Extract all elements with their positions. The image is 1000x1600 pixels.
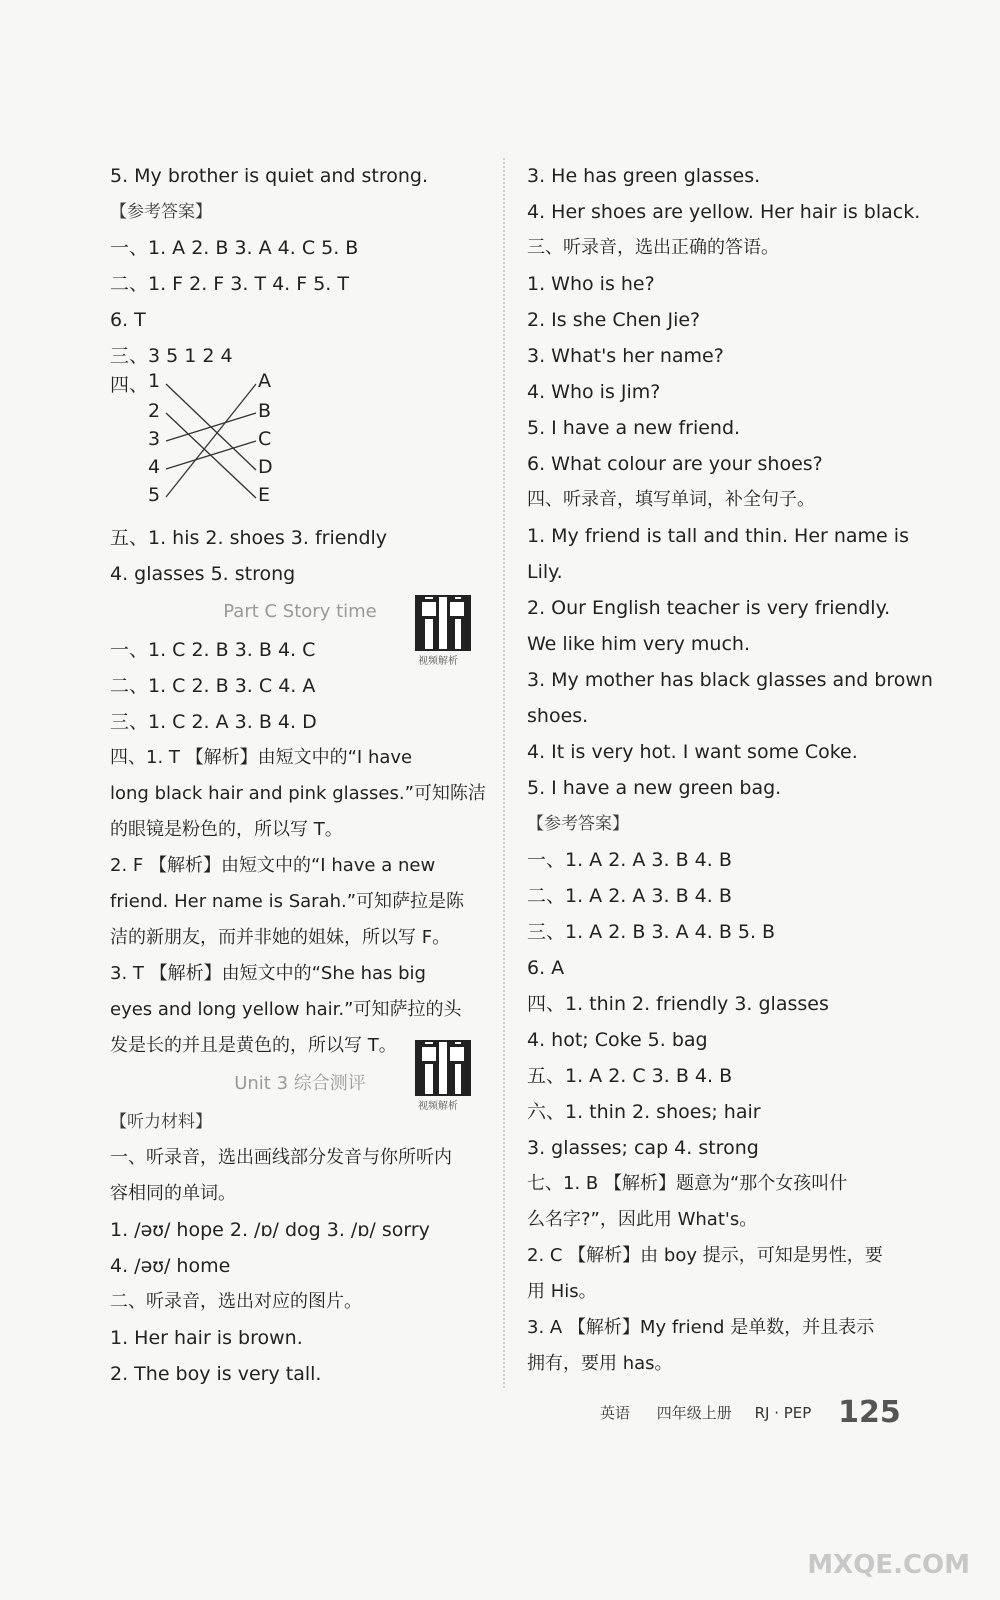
- text-line: 五、1. his 2. shoes 3. friendly: [110, 527, 388, 549]
- text-line: 三、1. A 2. B 3. A 4. B 5. B: [527, 921, 776, 943]
- text-line: 4. It is very hot. I want some Coke.: [527, 741, 858, 763]
- text-line: 2. C 【解析】由 boy 提示，可知是男性，要: [527, 1245, 883, 1266]
- text-line: 4. /əʊ/ home: [110, 1255, 231, 1277]
- match-left-label: 4: [148, 456, 161, 478]
- text-line: 一、1. A 2. B 3. A 4. C 5. B: [110, 237, 359, 259]
- match-left-label: 1: [148, 370, 161, 392]
- match-line-5-A: [166, 384, 256, 497]
- text-line: 2. Is she Chen Jie?: [527, 309, 701, 331]
- match-right-label: D: [258, 456, 273, 478]
- text-line: 一、听录音，选出画线部分发音与你所听内: [110, 1147, 452, 1168]
- text-line: 1. Her hair is brown.: [110, 1327, 303, 1349]
- match-right-label: C: [258, 428, 272, 450]
- left-column: [110, 158, 490, 1392]
- text-line: 容相同的单词。: [110, 1183, 236, 1204]
- text-line: 3. A 【解析】My friend 是单数，并且表示: [527, 1317, 875, 1338]
- match-right-label: B: [258, 400, 272, 422]
- text-line: 4. glasses 5. strong: [110, 563, 296, 585]
- text-line: 六、1. thin 2. shoes; hair: [527, 1101, 761, 1123]
- text-line: 6. A: [527, 957, 565, 979]
- text-line: 4. Who is Jim?: [527, 381, 661, 403]
- text-line: 么名字?”，因此用 What's。: [527, 1209, 758, 1230]
- section-title-story-time: Part C Story time: [223, 601, 377, 622]
- text-line: 3. What's her name?: [527, 345, 724, 367]
- text-line: 洁的新朋友，而并非她的姐妹，所以写 F。: [110, 927, 451, 948]
- text-line: 1. My friend is tall and thin. Her name is: [527, 525, 909, 547]
- footer-grade: 四年级上册: [656, 1404, 732, 1422]
- page-number: 125: [838, 1395, 901, 1430]
- text-line: 拥有，要用 has。: [527, 1353, 673, 1374]
- text-line: 七、1. B 【解析】题意为“那个女孩叫什: [527, 1173, 848, 1194]
- text-line: 2. Our English teacher is very friendly.: [527, 597, 891, 619]
- text-line: 1. Who is he?: [527, 273, 655, 295]
- qr-code-icon[interactable]: [415, 1040, 471, 1096]
- text-line: 2. F 【解析】由短文中的“I have a new: [110, 855, 436, 876]
- match-right-label: A: [258, 370, 271, 392]
- text-line: 3. glasses; cap 4. strong: [527, 1137, 759, 1159]
- matching-diagram: [110, 370, 290, 520]
- text-line: 2. The boy is very tall.: [110, 1363, 322, 1385]
- qr-caption: 视频解析: [418, 1101, 458, 1112]
- text-line: shoes.: [527, 705, 589, 727]
- column-divider: [503, 158, 505, 1388]
- text-line: 四、听录音，填写单词，补全句子。: [527, 489, 815, 510]
- right-column: [527, 158, 967, 1382]
- text-line: 用 His。: [527, 1281, 597, 1302]
- section-title-unit3-test: Unit 3 综合测评: [234, 1073, 366, 1094]
- text-line: 一、1. C 2. B 3. B 4. C: [110, 639, 316, 661]
- text-line: 五、1. A 2. C 3. B 4. B: [527, 1065, 733, 1087]
- text-line: 1. /əʊ/ hope 2. /ɒ/ dog 3. /ɒ/ sorry: [110, 1219, 430, 1241]
- text-line: 二、1. F 2. F 3. T 4. F 5. T: [110, 273, 349, 295]
- listening-material-heading: 【听力材料】: [110, 1112, 212, 1132]
- text-line: We like him very much.: [527, 633, 750, 655]
- qr-code-icon[interactable]: [415, 595, 471, 651]
- text-line: 三、1. C 2. A 3. B 4. D: [110, 711, 317, 733]
- page-footer: [600, 1395, 901, 1430]
- text-line: 5. I have a new friend.: [527, 417, 741, 439]
- text-line: 一、1. A 2. A 3. B 4. B: [527, 849, 732, 871]
- text-line: 四、1. thin 2. friendly 3. glasses: [527, 993, 829, 1015]
- text-line: 6. What colour are your shoes?: [527, 453, 823, 475]
- watermark: MXQE.COM: [807, 1550, 970, 1580]
- text-line: 4. hot; Coke 5. bag: [527, 1029, 708, 1051]
- text-line: 6. T: [110, 309, 146, 331]
- match-left-label: 3: [148, 428, 161, 450]
- text-line: 二、1. C 2. B 3. C 4. A: [110, 675, 316, 697]
- text-line: 3. T 【解析】由短文中的“She has big: [110, 963, 426, 984]
- text-line: 4. Her shoes are yellow. Her hair is black.: [527, 201, 921, 223]
- footer-edition: RJ · PEP: [754, 1404, 812, 1422]
- answer-key-heading: 【参考答案】: [110, 202, 212, 222]
- matching-prefix: 四、: [110, 374, 149, 396]
- text-line: 三、3 5 1 2 4: [110, 345, 233, 367]
- text-line: 5. I have a new green bag.: [527, 777, 782, 799]
- qr-caption: 视频解析: [418, 656, 458, 667]
- text-line: 二、听录音，选出对应的图片。: [110, 1291, 362, 1312]
- text-line: 二、1. A 2. A 3. B 4. B: [527, 885, 732, 907]
- text-line: 5. My brother is quiet and strong.: [110, 165, 429, 187]
- match-right-label: E: [258, 484, 271, 506]
- text-line: 四、1. T 【解析】由短文中的“I have: [110, 747, 413, 768]
- text-line: 发是长的并且是黄色的，所以写 T。: [110, 1035, 397, 1056]
- match-left-label: 2: [148, 400, 161, 422]
- footer-subject: 英语: [600, 1404, 631, 1422]
- text-line: long black hair and pink glasses.”可知陈洁: [110, 783, 486, 804]
- match-line-4-C: [166, 441, 256, 469]
- text-line: 3. He has green glasses.: [527, 165, 761, 187]
- answer-key-heading: 【参考答案】: [527, 814, 629, 834]
- text-line: 3. My mother has black glasses and brown: [527, 669, 933, 691]
- text-line: friend. Her name is Sarah.”可知萨拉是陈: [110, 891, 465, 912]
- text-line: 三、听录音，选出正确的答语。: [527, 237, 779, 258]
- text-line: Lily.: [527, 561, 563, 583]
- match-left-label: 5: [148, 484, 161, 506]
- text-line: eyes and long yellow hair.”可知萨拉的头: [110, 999, 462, 1020]
- text-line: 的眼镜是粉色的，所以写 T。: [110, 819, 343, 840]
- matching-lines: [110, 370, 290, 520]
- match-line-3-B: [166, 413, 256, 441]
